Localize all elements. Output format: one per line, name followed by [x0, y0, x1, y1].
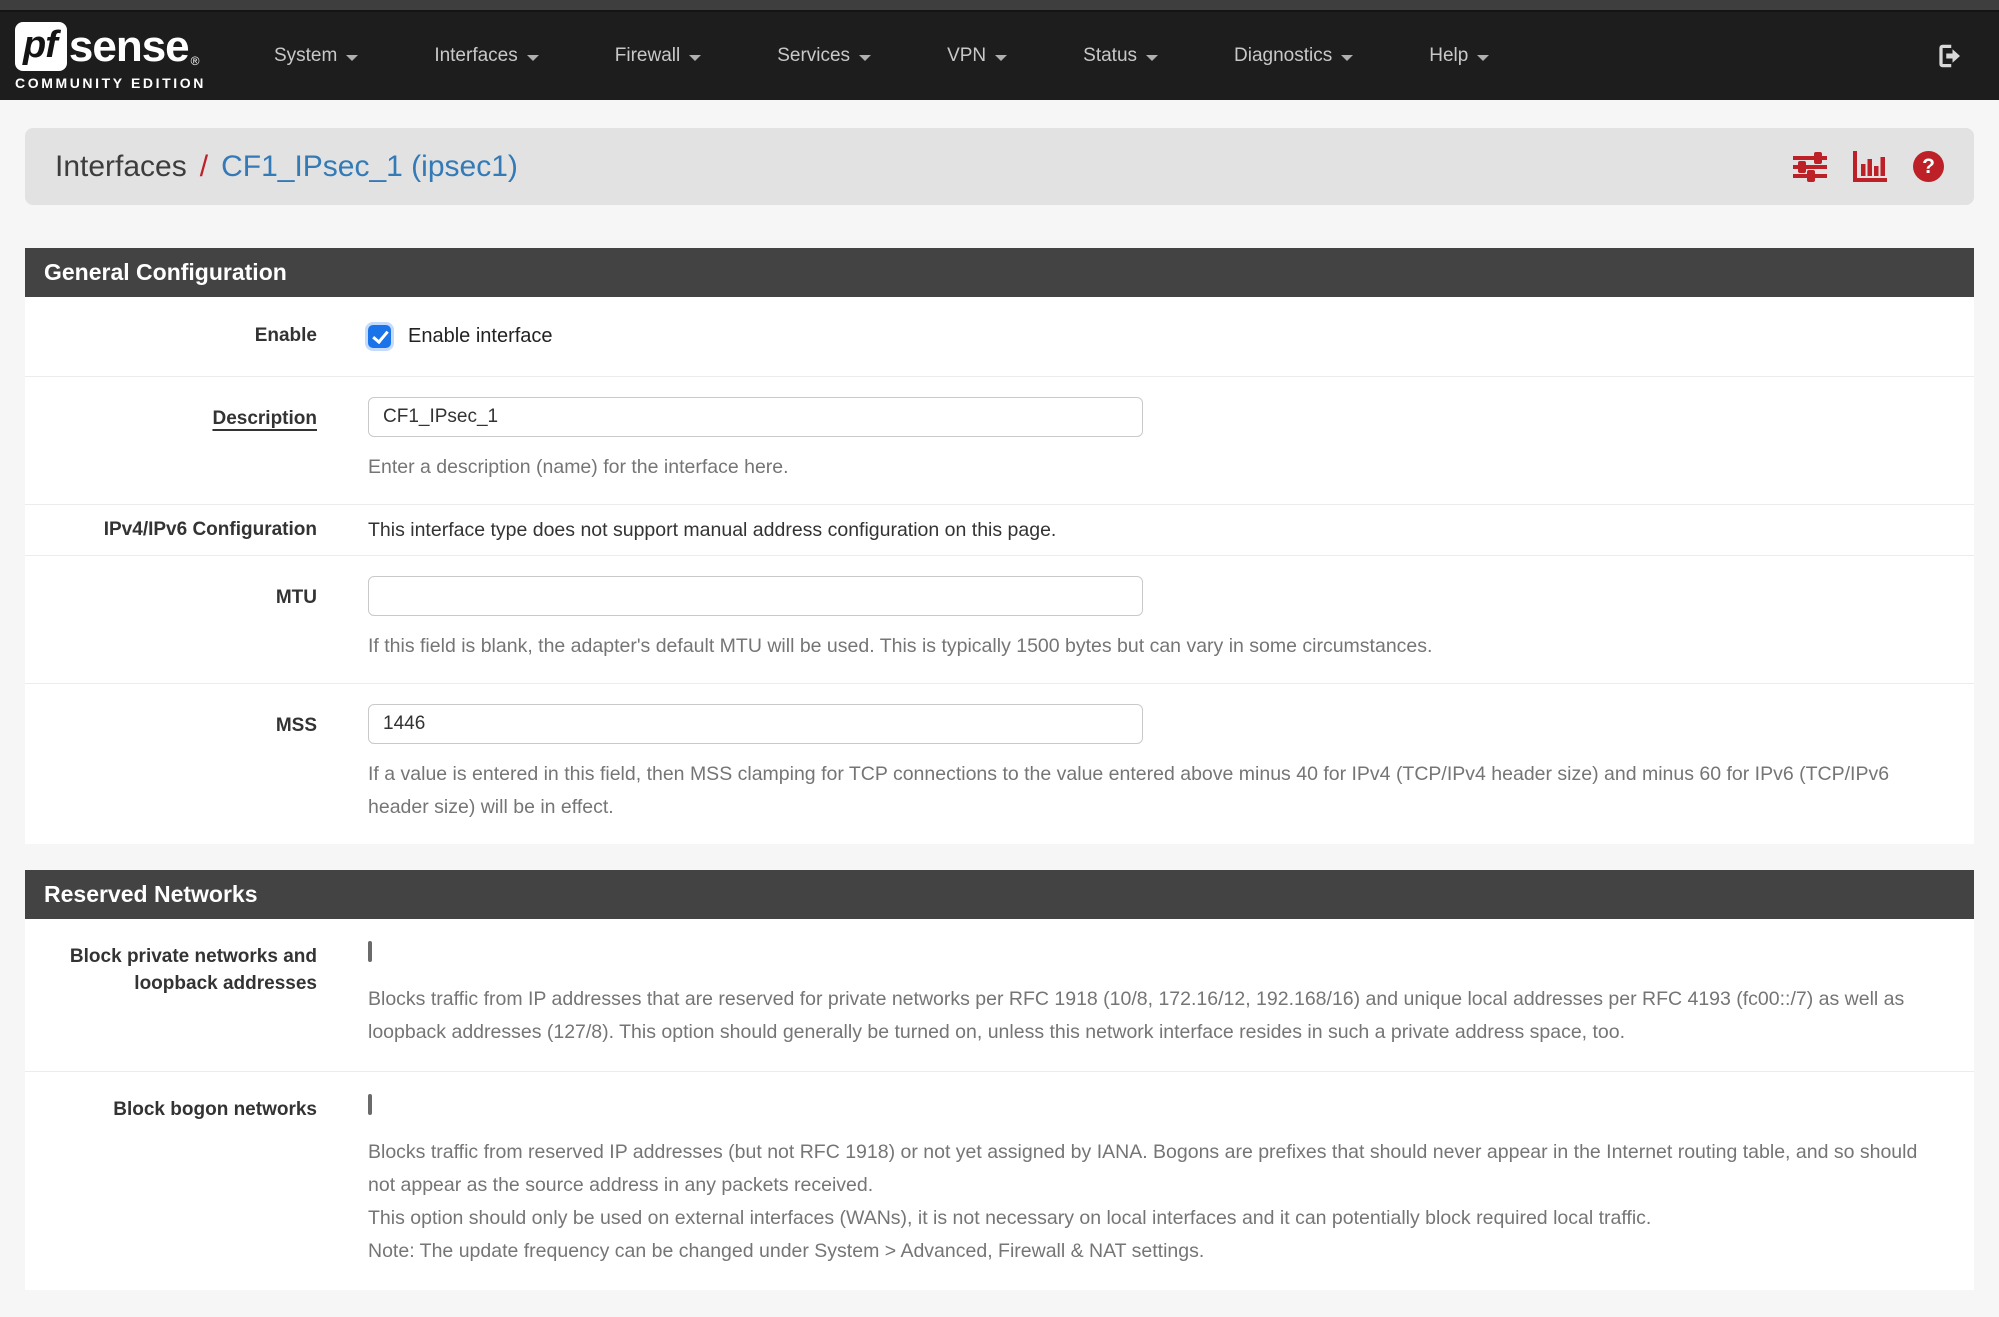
description-row — [25, 376, 1974, 504]
nav-item-help-label: Help — [1429, 45, 1469, 66]
sign-out-icon[interactable] — [1935, 41, 1965, 71]
pfsense-logo-registered: ® — [190, 53, 200, 68]
ip-configuration-label: IPv4/IPv6 Configuration — [103, 518, 317, 540]
main-navbar — [0, 12, 1999, 100]
chevron-down-icon — [689, 55, 701, 61]
nav-item-services[interactable] — [739, 12, 909, 100]
breadcrumb-page[interactable]: CF1_IPsec_1 (ipsec1) — [221, 149, 518, 183]
description-input[interactable] — [368, 397, 1143, 437]
reserved-networks-body — [25, 919, 1974, 1290]
nav-item-vpn[interactable] — [909, 12, 1045, 100]
mss-control — [317, 704, 1974, 824]
nav-item-diagnostics[interactable] — [1196, 12, 1391, 100]
mtu-control — [317, 576, 1974, 663]
pfsense-logo-row — [15, 22, 206, 72]
enable-checkbox-group — [368, 325, 1934, 348]
chevron-down-icon — [527, 55, 539, 61]
block-private-networks-checkbox[interactable] — [368, 941, 372, 962]
enable-interface-checkbox[interactable] — [368, 325, 391, 348]
block-bogon-networks-help-2: This option should only be used on external interfaces (WANs), it is not necessary on local interfaces and it can potentially block required local traffic. — [368, 1207, 1652, 1230]
nav-item-interfaces[interactable] — [396, 12, 576, 100]
nav-item-firewall-label: Firewall — [614, 45, 681, 66]
top-strip — [0, 0, 1999, 12]
description-help: Enter a description (name) for the interface here. — [368, 455, 789, 478]
block-bogon-networks-help-1: Blocks traffic from reserved IP addresses (but not RFC 1918) or not yet assigned by IANA. Bogons are prefixes that should never appear in the Internet routing table, and so should not appear as the source address in any packets received. — [368, 1141, 1918, 1197]
chevron-down-icon — [1477, 55, 1489, 61]
pfsense-logo-edition: COMMUNITY EDITION — [15, 74, 206, 91]
breadcrumb-section[interactable]: Interfaces — [55, 149, 187, 183]
chevron-down-icon — [1146, 55, 1158, 61]
mss-input[interactable] — [368, 704, 1143, 744]
description-control — [317, 397, 1974, 484]
block-bogon-networks-row — [25, 1071, 1974, 1290]
nav-item-diagnostics-label: Diagnostics — [1234, 45, 1333, 66]
enable-interface-checkbox-label[interactable]: Enable interface — [408, 324, 553, 347]
block-bogon-networks-checkbox[interactable] — [368, 1094, 372, 1115]
general-configuration-body — [25, 297, 1974, 844]
pfsense-logo-pf: pf — [15, 22, 67, 71]
block-bogon-networks-help-3: Note: The update frequency can be changed under System > Advanced, Firewall & NAT settings. — [368, 1240, 1205, 1263]
enable-row — [25, 297, 1974, 376]
sliders-icon[interactable] — [1793, 151, 1827, 182]
chevron-down-icon — [859, 55, 871, 61]
description-label-text: Description — [212, 407, 317, 429]
mtu-help: If this field is blank, the adapter's default MTU will be used. This is typically 1500 bytes but can vary in some circumstances. — [368, 635, 1433, 658]
general-configuration-panel — [25, 248, 1974, 844]
breadcrumb-actions — [1793, 151, 1944, 182]
enable-control — [317, 325, 1974, 348]
block-private-networks-label: Block private networks and loopback addresses — [69, 946, 317, 994]
description-label — [25, 397, 317, 484]
mss-label: MSS — [275, 715, 317, 737]
help-icon[interactable]: ? — [1913, 151, 1944, 182]
pfsense-logo-sense: sense — [68, 21, 189, 71]
block-private-networks-control — [317, 943, 1974, 1049]
block-bogon-networks-label: Block bogon networks — [113, 1099, 317, 1121]
block-bogon-networks-control — [317, 1096, 1974, 1268]
nav-item-system-label: System — [273, 45, 338, 66]
nav-item-interfaces-label: Interfaces — [434, 45, 518, 66]
reserved-networks-header: Reserved Networks — [25, 870, 1974, 919]
nav-item-services-label: Services — [777, 45, 851, 66]
mtu-label: MTU — [275, 587, 317, 609]
mss-row — [25, 683, 1974, 844]
chevron-down-icon — [1341, 55, 1353, 61]
chart-bar-icon[interactable] — [1853, 151, 1887, 182]
general-configuration-header: General Configuration — [25, 248, 1974, 297]
reserved-networks-panel — [25, 870, 1974, 1290]
ip-configuration-text: This interface type does not support manual address configuration on this page. — [368, 518, 1057, 541]
nav-item-status-label: Status — [1083, 45, 1138, 66]
pfsense-logo[interactable] — [15, 22, 206, 91]
mtu-input[interactable] — [368, 576, 1143, 616]
block-private-networks-help: Blocks traffic from IP addresses that are reserved for private networks per RFC 1918 (10/8, 172.16/12, 192.168/16) and unique local addresses per RFC 4193 (fc00::/7) as well as loopback addresses (127/8). This option should generally be turned on, unless this network interface resides in such a private address space, too. — [368, 988, 1905, 1044]
ip-configuration-row — [25, 504, 1974, 556]
nav-item-vpn-label: VPN — [947, 45, 987, 66]
nav-item-status[interactable] — [1045, 12, 1196, 100]
ip-configuration-control — [317, 517, 1974, 544]
nav-item-firewall[interactable] — [577, 12, 739, 100]
breadcrumb — [25, 128, 1974, 205]
block-private-networks-row — [25, 919, 1974, 1071]
nav-menu — [236, 12, 1527, 100]
chevron-down-icon — [346, 55, 358, 61]
mtu-row — [25, 555, 1974, 683]
enable-label: Enable — [254, 325, 317, 346]
breadcrumb-separator: / — [199, 149, 209, 183]
chevron-down-icon — [995, 55, 1007, 61]
nav-item-help[interactable] — [1391, 12, 1527, 100]
mss-help: If a value is entered in this field, then MSS clamping for TCP connections to the value entered above minus 40 for IPv4 (TCP/IPv4 header size) and minus 60 for IPv6 (TCP/IPv6 header size) will be in effect. — [368, 763, 1890, 819]
nav-item-system[interactable] — [236, 12, 396, 100]
